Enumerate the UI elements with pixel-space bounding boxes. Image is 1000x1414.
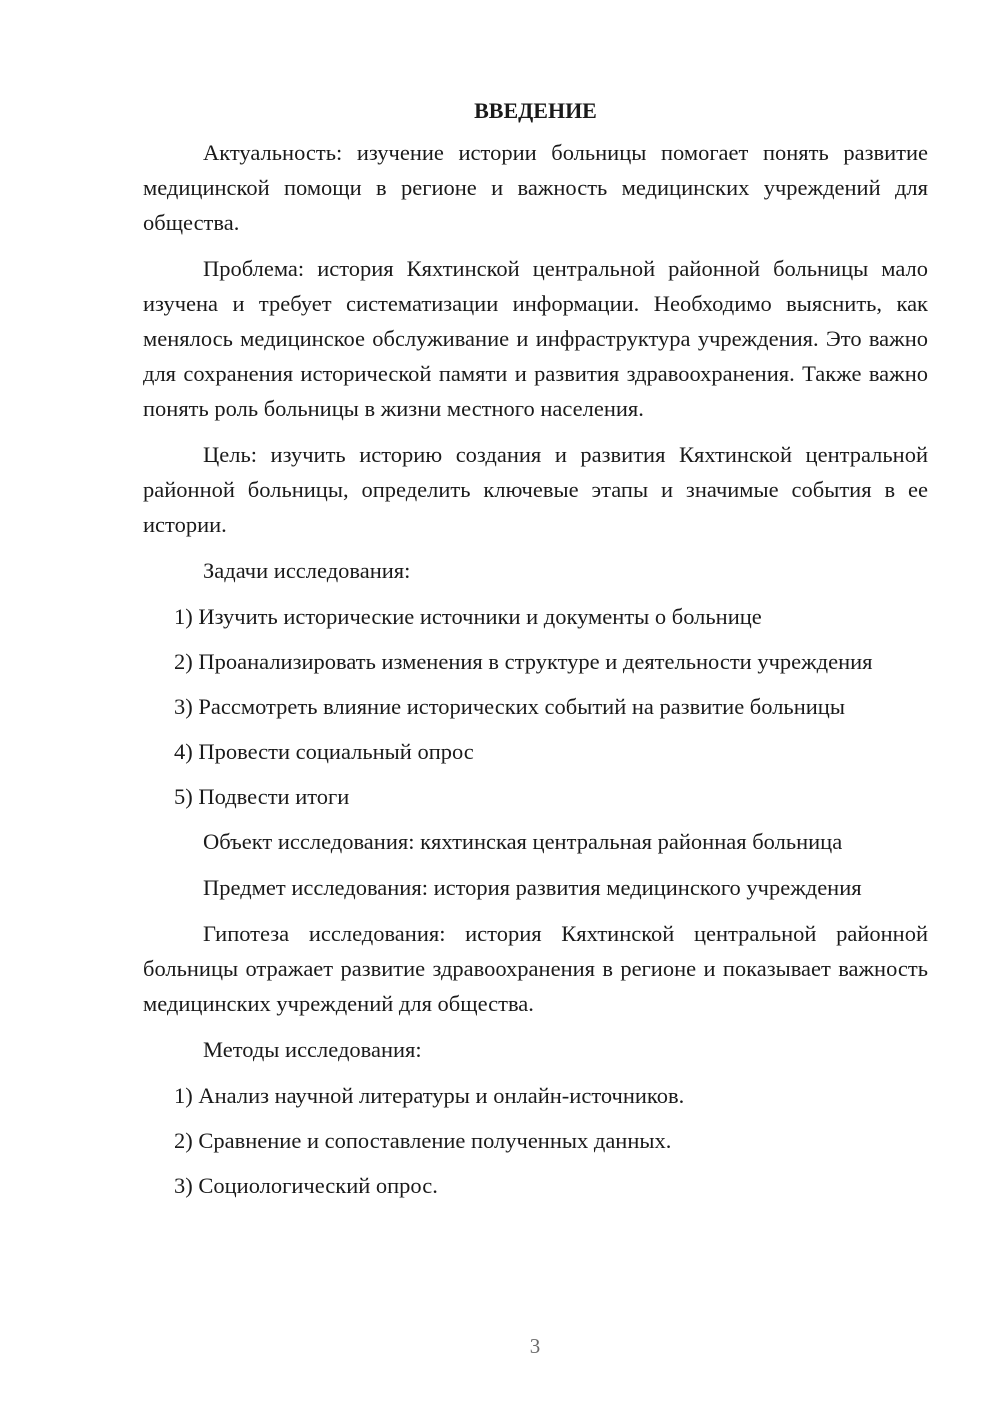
method-item-3: 3) Социологический опрос.	[174, 1173, 438, 1198]
subject-paragraph: Предмет исследования: история развития медицинского учреждения	[203, 875, 862, 900]
relevance-paragraph: Актуальность: изучение истории больницы помогает понять развитие медицинской помощи в регионе и важность медицинских учреждений для общества.	[143, 140, 928, 235]
section-title: ВВЕДЕНИЕ	[474, 98, 597, 123]
task-item-2: 2) Проанализировать изменения в структуре и деятельности учреждения	[174, 649, 873, 674]
tasks-heading: Задачи исследования:	[203, 558, 411, 583]
task-item-3: 3) Рассмотреть влияние исторических событий на развитие больницы	[174, 694, 845, 719]
page-number: 3	[529, 1334, 541, 1358]
problem-paragraph: Проблема: история Кяхтинской центральной районной больницы мало изучена и требует систематизации информации. Необходимо выяснить, как менялось медицинское обслуживание и инфраструктура учреждения. Это важно для сохранения исторической памяти и развития здравоохранения. Также важно понять роль больницы в жизни местного населения.	[143, 256, 928, 421]
task-item-4: 4) Провести социальный опрос	[174, 739, 474, 764]
task-item-5: 5) Подвести итоги	[174, 784, 350, 809]
goal-paragraph: Цель: изучить историю создания и развития Кяхтинской центральной районной больницы, определить ключевые этапы и значимые события в ее истории.	[143, 442, 928, 537]
hypothesis-paragraph: Гипотеза исследования: история Кяхтинской центральной районной больницы отражает развитие здравоохранения в регионе и показывает важность медицинских учреждений для общества.	[143, 921, 928, 1016]
object-paragraph: Объект исследования: кяхтинская центральная районная больница	[203, 829, 843, 854]
method-item-2: 2) Сравнение и сопоставление полученных данных.	[174, 1128, 672, 1153]
method-item-1: 1) Анализ научной литературы и онлайн-источников.	[174, 1083, 685, 1108]
document-page	[143, 95, 928, 1213]
task-item-1: 1) Изучить исторические источники и документы о больнице	[174, 604, 762, 629]
methods-heading: Методы исследования:	[203, 1037, 422, 1062]
